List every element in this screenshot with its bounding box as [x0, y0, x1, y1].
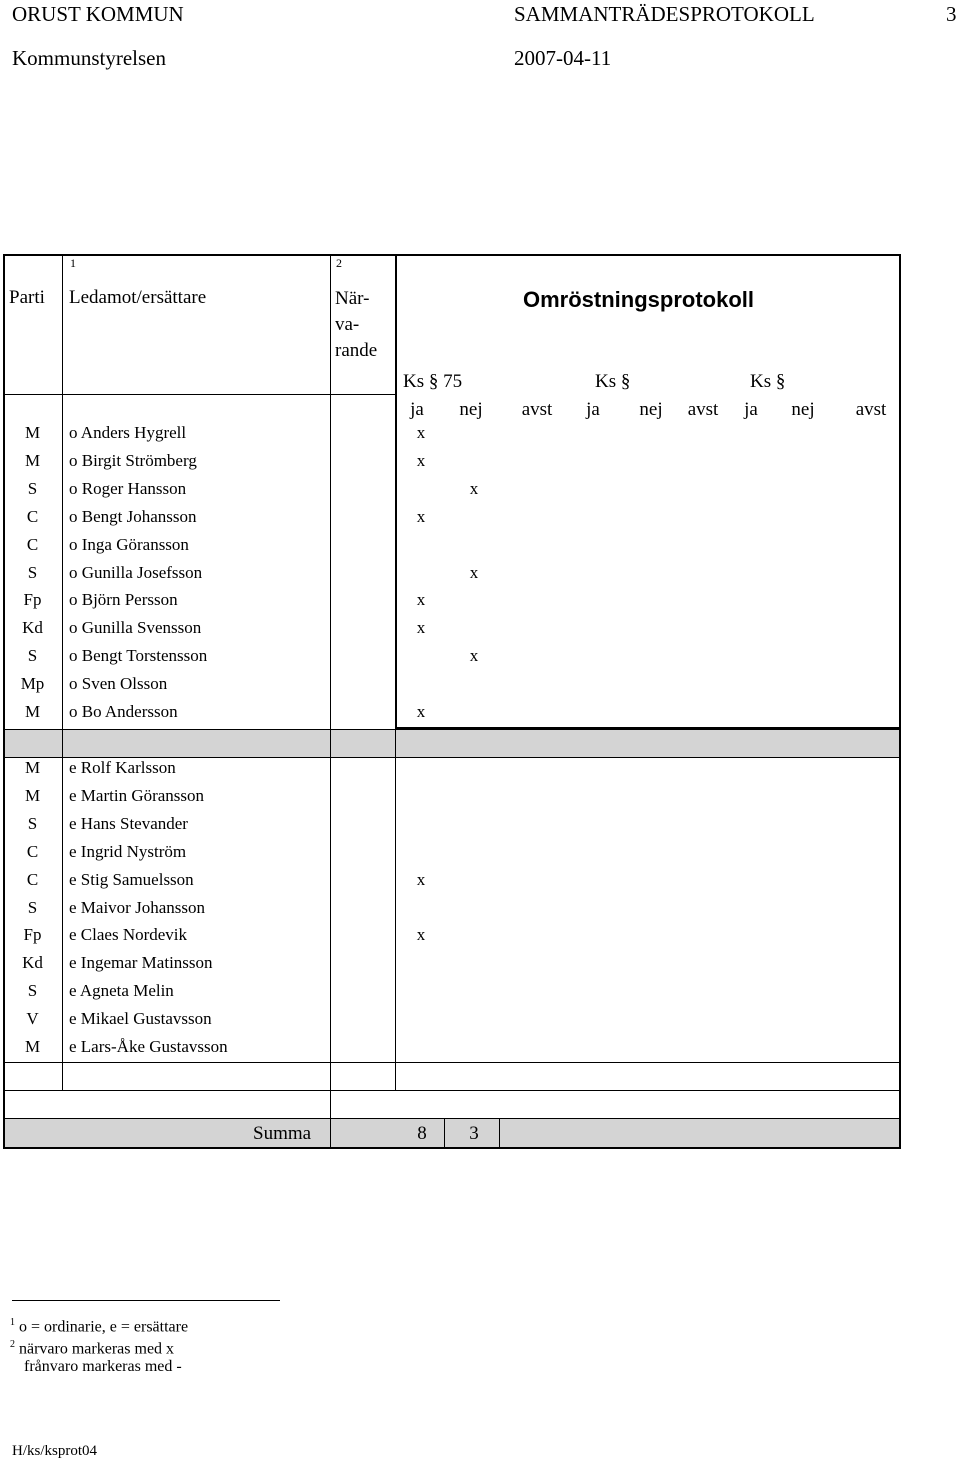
row-parti: C — [26, 841, 39, 861]
vote-col-header-nej: nej — [791, 399, 815, 420]
vote-col-header-nej: nej — [639, 399, 663, 420]
file-path-footer: H/ks/ksprot04 — [12, 1443, 98, 1459]
vote-group-label: Ks § 75 — [403, 371, 463, 392]
row-parti: Mp — [20, 674, 45, 694]
summa-ja: 8 — [417, 1123, 427, 1144]
row-name: e Stig Samuelsson — [69, 869, 194, 889]
row-name: e Lars-Åke Gustavsson — [69, 1037, 228, 1056]
vote-col-header-ja: ja — [586, 399, 600, 420]
col-divider — [395, 729, 396, 1090]
row-parti: Fp — [23, 590, 42, 610]
row-name: o Sven Olsson — [69, 674, 168, 694]
vote-col-header-avst: avst — [521, 399, 553, 420]
row-name: e Mikael Gustavsson — [69, 1009, 212, 1029]
row-name: e Claes Nordevik — [69, 925, 188, 945]
row-narvaro: x — [416, 925, 426, 945]
row-parti: S — [27, 478, 38, 498]
row-divider — [3, 1062, 901, 1063]
row-divider — [3, 729, 901, 730]
row-parti: M — [24, 702, 41, 721]
row-name: o Bengt Johansson — [69, 506, 197, 526]
row-parti: Kd — [22, 618, 43, 638]
col-divider — [330, 254, 331, 1149]
col-divider — [444, 1118, 445, 1149]
vote-group-label: Ks § — [750, 371, 786, 392]
row-name: o Birgit Strömberg — [69, 450, 197, 470]
row-name: e Hans Stevander — [69, 813, 188, 833]
row-parti: V — [26, 1009, 39, 1029]
row-narvaro: x — [416, 450, 426, 470]
row-parti: S — [27, 897, 38, 917]
row-parti: S — [27, 562, 38, 582]
col-ledamot-footnote-mark: 1 — [70, 256, 76, 270]
row-parti: S — [27, 646, 38, 666]
col-divider — [62, 254, 63, 1090]
row-vote-ja: x — [469, 478, 479, 498]
row-name: e Rolf Karlsson — [69, 758, 176, 777]
row-parti: Kd — [22, 953, 43, 973]
footnote-2: $^2$ närvaro markeras med x — [10, 1339, 175, 1358]
col-divider — [499, 1118, 500, 1149]
vote-col-header-nej: nej — [459, 399, 483, 420]
row-name: o Gunilla Josefsson — [69, 562, 203, 582]
footnote-3: frånvaro markeras med - — [24, 1358, 182, 1375]
row-parti: S — [27, 981, 38, 1001]
meeting-date: 2007-04-11 — [514, 46, 612, 70]
section-title: Omröstningsprotokoll — [523, 287, 754, 312]
row-parti: C — [26, 534, 39, 554]
row-parti: M — [24, 423, 41, 442]
document-title: SAMMANTRÄDESPROTOKOLL — [514, 2, 815, 26]
row-narvaro: x — [416, 869, 426, 889]
committee-name: Kommunstyrelsen — [12, 46, 166, 70]
row-narvaro: x — [416, 423, 426, 442]
summa-nej: 3 — [469, 1123, 479, 1144]
row-narvaro: x — [416, 590, 426, 610]
summa-label: Summa — [253, 1123, 312, 1144]
row-narvaro: x — [416, 618, 426, 638]
footnote-rule — [12, 1300, 280, 1301]
row-name: o Roger Hansson — [69, 478, 187, 498]
row-parti: C — [26, 506, 39, 526]
row-name: e Martin Göransson — [69, 785, 205, 805]
col-narvarande-header: När- va- rande — [335, 288, 378, 361]
row-narvaro: x — [416, 506, 426, 526]
row-name: e Ingrid Nyström — [69, 841, 187, 861]
row-name: o Bengt Torstensson — [69, 646, 208, 666]
col-narvarande-footnote-mark: 2 — [336, 256, 342, 270]
row-vote-ja: x — [469, 646, 479, 666]
row-parti: M — [24, 1037, 41, 1056]
row-narvaro: x — [416, 702, 426, 721]
row-parti: C — [26, 869, 39, 889]
row-parti: M — [24, 785, 41, 805]
org-name: ORUST KOMMUN — [12, 2, 184, 26]
row-parti: Fp — [23, 925, 42, 945]
row-parti: M — [24, 450, 41, 470]
voting-table — [3, 254, 901, 1149]
row-name: o Bo Andersson — [69, 702, 178, 721]
row-name: e Ingemar Matinsson — [69, 953, 213, 973]
vote-col-header-avst: avst — [687, 399, 719, 420]
row-divider — [3, 1090, 901, 1091]
row-name: e Agneta Melin — [69, 981, 174, 1001]
col-parti-header: Parti — [9, 287, 45, 308]
vote-group-label: Ks § — [595, 371, 631, 392]
row-divider — [3, 1118, 901, 1119]
row-name: o Björn Persson — [69, 590, 178, 610]
row-name: e Maivor Johansson — [69, 897, 205, 917]
row-parti: M — [24, 758, 41, 777]
row-parti: S — [27, 813, 38, 833]
col-ledamot-header: Ledamot/ersättare — [69, 287, 207, 308]
row-divider — [3, 394, 395, 395]
row-name: o Gunilla Svensson — [69, 618, 202, 638]
row-name: o Anders Hygrell — [69, 423, 187, 442]
vote-col-header-ja: ja — [410, 399, 424, 420]
vote-col-header-ja: ja — [744, 399, 758, 420]
vote-col-header-avst: avst — [855, 399, 887, 420]
row-name: o Inga Göransson — [69, 534, 189, 554]
footnote-1: $^1$ o = ordinarie, e = ersättare — [10, 1317, 189, 1336]
page-number: 3 — [946, 2, 957, 26]
row-vote-ja: x — [469, 562, 479, 582]
